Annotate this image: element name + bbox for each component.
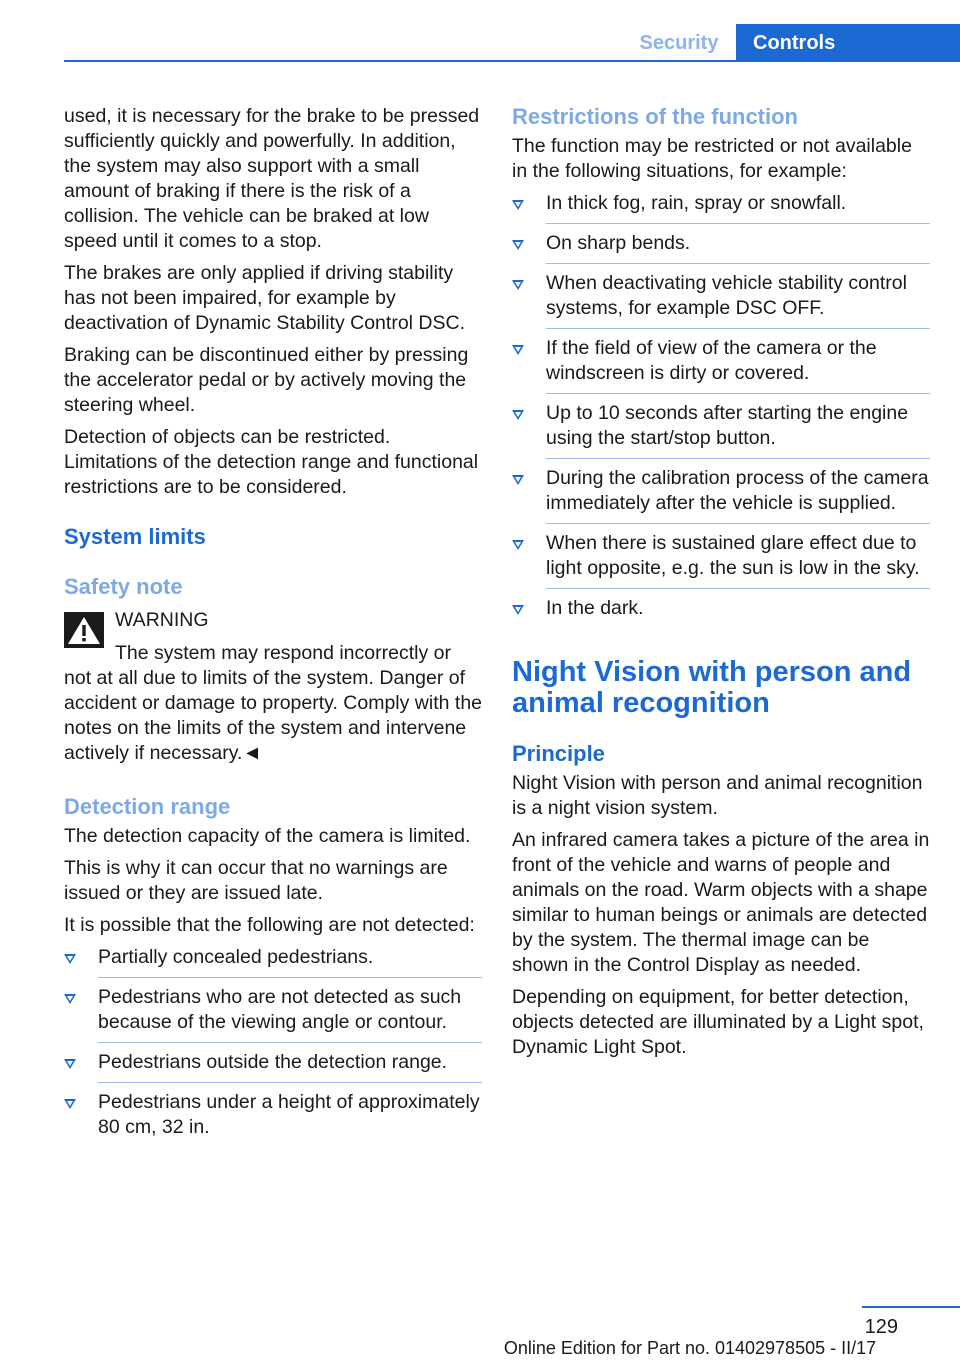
triangle-bullet-icon	[64, 1059, 76, 1069]
divider	[546, 523, 930, 524]
list-item-text: During the calibration process of the camera immediately after the vehicle is supplied.	[546, 467, 929, 514]
list-item-text: When there is sustained glare effect due to light opposite, e.g. the sun is low in the sky.	[546, 532, 920, 579]
heading-restrictions: Restrictions of the function	[512, 104, 798, 129]
list-item-text: Pedestrians under a height of approximately 80 cm, 32 in.	[98, 1091, 480, 1138]
paragraph: An infrared camera takes a picture of the area in front of the vehicle and warns of people and animals on the road. Warm objects with a shape similar to human beings or animals are detected by the system. The thermal image can be shown in the Control Display as needed.	[512, 829, 930, 976]
list-item-text: In thick fog, rain, spray or snowfall.	[546, 192, 847, 214]
triangle-bullet-icon	[512, 410, 524, 420]
list-item	[512, 466, 930, 516]
divider	[546, 393, 930, 394]
list-item-text: Pedestrians who are not detected as such because of the viewing angle or contour.	[98, 986, 462, 1033]
paragraph: Detection of objects can be restricted. Limitations of the detection range and functional restrictions are to be considered.	[64, 426, 479, 498]
list-item	[512, 271, 930, 321]
triangle-bullet-icon	[64, 994, 76, 1004]
divider	[546, 458, 930, 459]
list-item	[512, 401, 930, 451]
warning-text: The system may respond incorrectly or not at all due to limits of the system. Danger of accident or damage to property. Comply with the notes on the limits of the system and intervene actively if necessary.◄	[64, 642, 483, 764]
left-column	[64, 104, 482, 1147]
list-item-text: In the dark.	[546, 597, 644, 619]
triangle-bullet-icon	[512, 475, 524, 485]
paragraph: The detection capacity of the camera is limited.	[64, 825, 471, 847]
list-item-text: Pedestrians outside the detection range.	[98, 1051, 448, 1073]
triangle-bullet-icon	[512, 240, 524, 250]
list-item	[64, 1050, 482, 1075]
heading-system-limits: System limits	[64, 524, 206, 549]
list-item	[64, 985, 482, 1035]
footer-rule	[862, 1306, 960, 1308]
heading-night-vision: Night Vision with person and animal recognition	[512, 656, 912, 719]
list-restrictions	[512, 191, 930, 621]
triangle-bullet-icon	[512, 540, 524, 550]
heading-safety-note: Safety note	[64, 574, 183, 599]
edition-footer: Online Edition for Part no. 01402978505 - II/17	[503, 1338, 877, 1358]
divider	[98, 1082, 482, 1083]
list-not-detected	[64, 945, 482, 1140]
list-item	[64, 945, 482, 970]
list-item	[512, 191, 930, 216]
paragraph: Night Vision with person and animal recognition is a night vision system.	[512, 772, 923, 819]
list-item-text: Up to 10 seconds after starting the engine using the start/stop button.	[546, 402, 909, 449]
divider	[98, 1042, 482, 1043]
triangle-bullet-icon	[512, 605, 524, 615]
warning-block	[64, 608, 482, 766]
triangle-bullet-icon	[512, 280, 524, 290]
triangle-bullet-icon	[512, 345, 524, 355]
list-item-text: When deactivating vehicle stability control systems, for example DSC OFF.	[546, 272, 907, 319]
list-item-text: On sharp bends.	[546, 232, 691, 254]
triangle-bullet-icon	[64, 954, 76, 964]
warning-triangle-icon	[64, 612, 104, 648]
list-item	[512, 336, 930, 386]
header-rule	[64, 60, 960, 62]
divider	[546, 263, 930, 264]
heading-principle: Principle	[512, 741, 605, 766]
divider	[546, 223, 930, 224]
list-item	[512, 231, 930, 256]
heading-detection-range: Detection range	[64, 794, 231, 819]
paragraph: Depending on equipment, for better detection, objects detected are illuminated by a Light spot, Dynamic Light Spot.	[512, 986, 924, 1058]
paragraph: Braking can be discontinued either by pressing the accelerator pedal or by actively moving the steering wheel.	[64, 344, 469, 416]
warning-label: WARNING	[115, 609, 209, 631]
paragraph: This is why it can occur that no warnings are issued or they are issued late.	[64, 857, 448, 904]
list-item	[64, 1090, 482, 1140]
tab-controls[interactable]: Controls	[736, 24, 960, 62]
paragraph: It is possible that the following are not detected:	[64, 914, 475, 936]
tab-security[interactable]: Security	[639, 31, 719, 54]
right-column	[512, 104, 930, 1067]
divider	[546, 328, 930, 329]
list-item-text: If the field of view of the camera or the windscreen is dirty or covered.	[546, 337, 877, 384]
page-number: 129	[864, 1316, 898, 1338]
paragraph: The function may be restricted or not available in the following situations, for example:	[512, 135, 912, 182]
paragraph: The brakes are only applied if driving stability has not been impaired, for example by deactivation of Dynamic Stability Control DSC.	[64, 262, 465, 334]
divider	[546, 588, 930, 589]
list-item	[512, 531, 930, 581]
list-item	[512, 596, 930, 621]
divider	[98, 977, 482, 978]
triangle-bullet-icon	[64, 1099, 76, 1109]
triangle-bullet-icon	[512, 200, 524, 210]
paragraph: used, it is necessary for the brake to be pressed sufficiently quickly and powerfully. In addition, the system may also support with a small amount of braking if there is the risk of a collision. The vehicle can be braked at low speed until it comes to a stop.	[64, 105, 480, 252]
list-item-text: Partially concealed pedestrians.	[98, 946, 374, 968]
